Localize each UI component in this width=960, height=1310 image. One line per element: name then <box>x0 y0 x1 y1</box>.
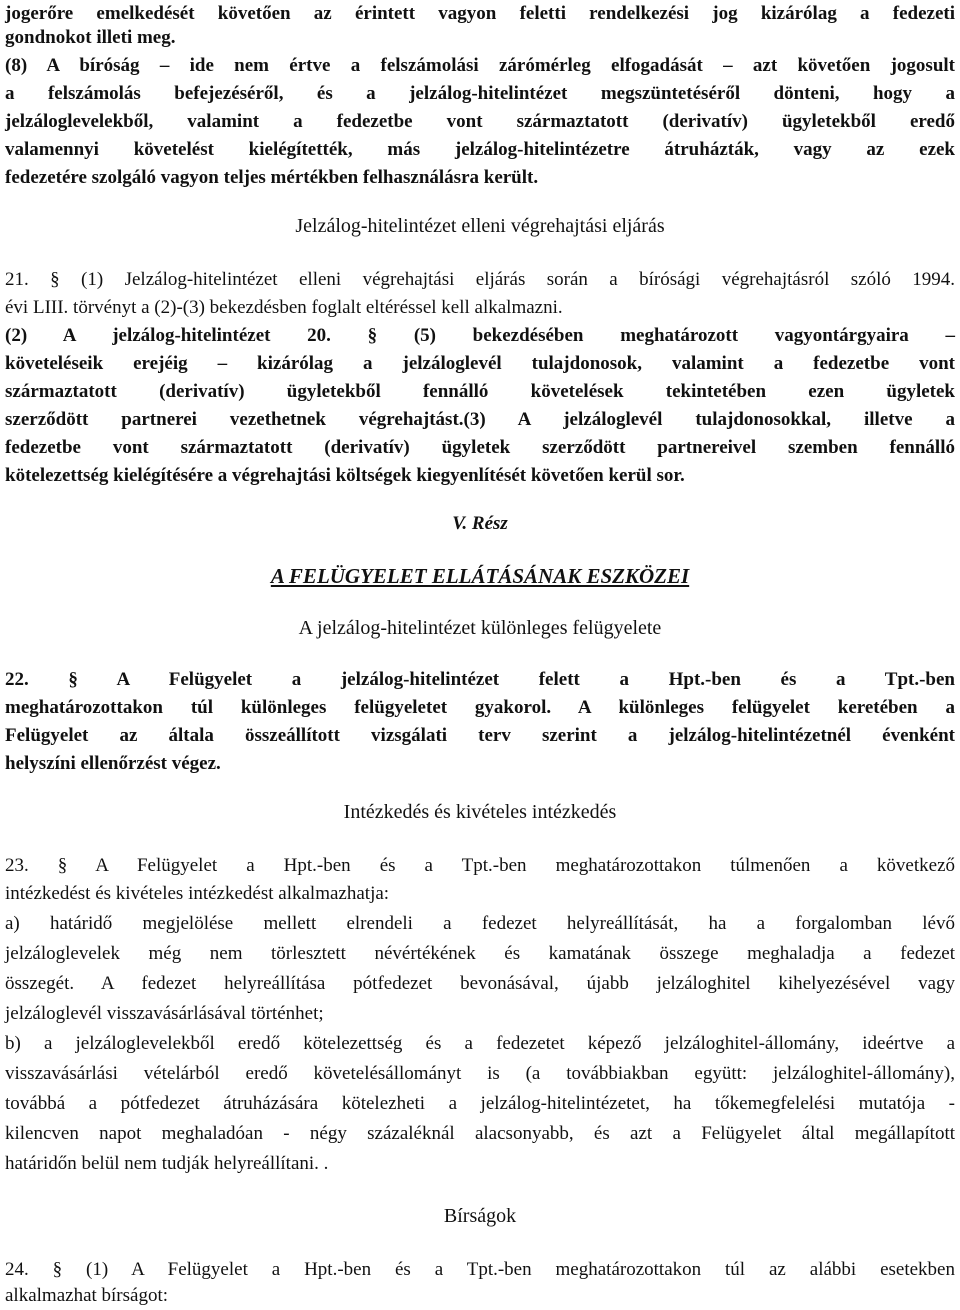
text-line: jelzáloglevelekből, valamint a fedezetbe vont származtatott (derivatív) ügyletekből eredő <box>5 111 955 132</box>
text-line: jelzáloglevelek még nem törlesztett névértékének és kamatának összege meghaladja a fedezet <box>5 943 955 964</box>
text-line: intézkedést és kivételes intézkedést alkalmazhatja: <box>5 883 390 904</box>
text-line: meghatározottakon túl különleges felügyeletet gyakorol. A különleges felügyelet keretében a <box>5 697 955 718</box>
text-line: szerződött partnerei vezethetnek végrehajtást.(3) A jelzáloglevél tulajdonosokkal, illetve a <box>5 409 955 430</box>
text-line: kötelezettség kielégítésére a végrehajtási költségek kiegyenlítését követően kerül sor. <box>5 465 685 486</box>
text-line: 24. § (1) A Felügyelet a Hpt.-ben és a Tpt.-ben meghatározottakon túl az alábbi esetekben <box>5 1259 955 1280</box>
text-line: (8) A bíróság – ide nem értve a felszámolási zárómérleg elfogadását – azt követően jogosult <box>5 55 955 76</box>
text-line: visszavásárlási vételárból eredő követelésállományt is (a továbbiakban együtt: jelzáloghitel-állomány), <box>5 1063 955 1084</box>
text-line: követeléseik erejéig – kizárólag a jelzáloglevél tulajdonosok, valamint a fedezetbe vont <box>5 353 955 374</box>
text-line: fedezetbe vont származtatott (derivatív) ügyletek szerződött partnereivel szemben fennálló <box>5 437 955 458</box>
text-line: 23. § A Felügyelet a Hpt.-ben és a Tpt.-ben meghatározottakon túlmenően a következő <box>5 855 955 876</box>
text-line: helyszíni ellenőrzést végez. <box>5 753 221 774</box>
text-line: származtatott (derivatív) ügyletekből fennálló követelések tekintetében ezen ügyletek <box>5 381 955 402</box>
text-line: alkalmazhat bírságot: <box>5 1285 169 1306</box>
text-line: (2) A jelzálog-hitelintézet 20. § (5) bekezdésében meghatározott vagyontárgyaira – <box>5 325 955 346</box>
text-line: a felszámolás befejezéséről, és a jelzálog-hitelintézet megszüntetéséről dönteni, hogy a <box>5 83 955 104</box>
text-line: 21. § (1) Jelzálog-hitelintézet elleni végrehajtási eljárás során a bírósági végrehajtásról szóló 1994. <box>5 269 955 290</box>
text-line: évi LIII. törvényt a (2)-(3) bekezdésben foglalt eltéréssel kell alkalmazni. <box>5 297 563 318</box>
text-line: jogerőre emelkedését követően az érintett vagyon feletti rendelkezési jog kizárólag a fedezeti <box>5 3 955 24</box>
text-line: jelzáloglevél visszavásárlásával történhet; <box>5 1003 324 1024</box>
text-line: határidőn belül nem tudják helyreállítani. . <box>5 1153 329 1174</box>
text-line: Bírságok <box>443 1205 517 1227</box>
text-line: fedezetére szolgáló vagyon teljes mértékben felhasználásra került. <box>5 167 539 188</box>
text-line: Intézkedés és kivételes intézkedés <box>343 801 617 823</box>
text-line: 22. § A Felügyelet a jelzálog-hitelintézet felett a Hpt.-ben és a Tpt.-ben <box>5 669 955 690</box>
text-line: Jelzálog-hitelintézet elleni végrehajtási eljárás <box>295 215 665 237</box>
text-line: Felügyelet az általa összeállított vizsgálati terv szerint a jelzálog-hitelintézetnél évenként <box>5 725 955 746</box>
text-line: valamennyi követelést kielégítették, más jelzálog-hitelintézetre átruházták, vagy az ezek <box>5 139 955 160</box>
text-line: a) határidő megjelölése mellett elrendeli a fedezet helyreállítását, ha a forgalomban lévő <box>5 913 955 934</box>
text-line: A FELÜGYELET ELLÁTÁSÁNAK ESZKÖZEI <box>270 564 690 588</box>
text-line: A jelzálog-hitelintézet különleges felügyelete <box>298 617 662 639</box>
text-line: V. Rész <box>452 513 508 534</box>
text-line: továbbá a pótfedezet átruházására kötelezheti a jelzálog-hitelintézetet, ha tőkemegfelelési mutatója - <box>5 1093 955 1114</box>
text-line: kilencven napot meghaladóan - négy százaléknál alacsonyabb, és azt a Felügyelet által megállapított <box>5 1123 955 1144</box>
text-line: összegét. A fedezet helyreállítása pótfedezet bevonásával, újabb jelzáloghitel kihelyezésével vagy <box>5 973 955 994</box>
text-line: b) a jelzáloglevelekből eredő kötelezettség és a fedezetet képező jelzáloghitel-állomány, ideértve a <box>5 1033 955 1054</box>
text-line: gondnokot illeti meg. <box>5 27 176 48</box>
